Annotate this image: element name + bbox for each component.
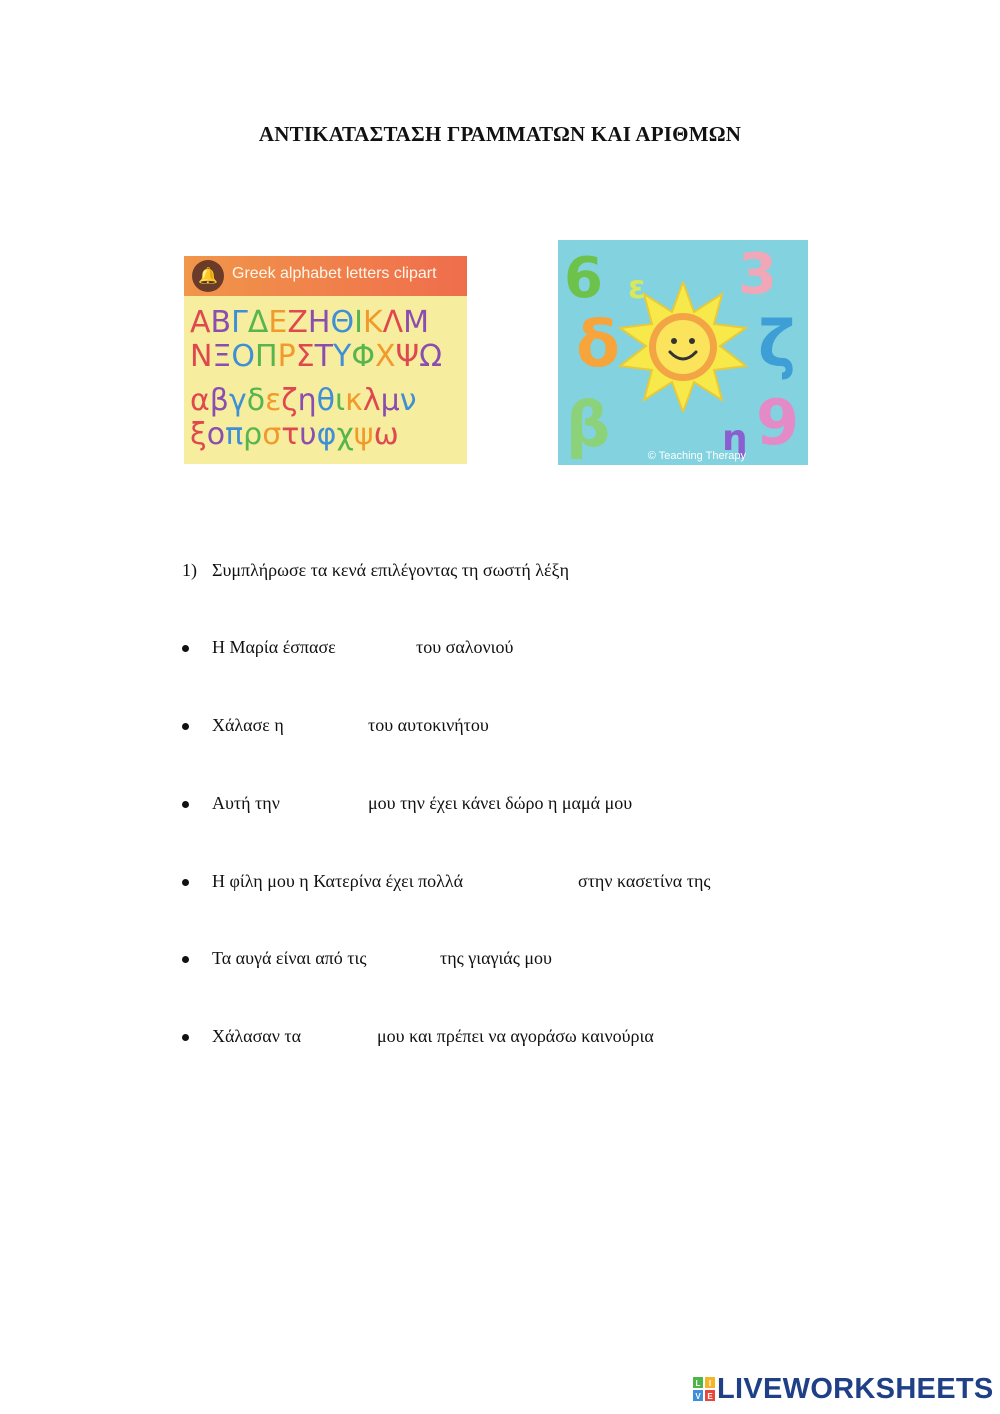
sentence-end: στην κασετίνα της [578, 871, 711, 891]
sentence-start: Χάλασαν τα [212, 1026, 302, 1046]
alphabet-row-lower-2 [190, 417, 399, 452]
alphabet-letter: Γ [231, 305, 248, 340]
sentence-end: του αυτοκινήτου [368, 715, 489, 735]
alphabet-letter: ψ [353, 417, 374, 452]
alphabet-letter: γ [228, 383, 247, 418]
question-instruction [182, 560, 569, 581]
alphabet-letter: Ψ [395, 339, 420, 374]
glyph-nine: 9 [756, 386, 800, 459]
worksheet-title: ΑΝΤΙΚΑΤΑΣΤΑΣΗ ΓΡΑΜΜΑΤΩΝ ΚΑΙ ΑΡΙΘΜΩΝ [258, 122, 742, 146]
bullet-icon [182, 879, 189, 886]
alphabet-letter: η [297, 383, 317, 418]
sentence-end: του σαλονιού [416, 637, 514, 657]
alphabet-letter: δ [246, 383, 266, 418]
alphabet-letter: Υ [333, 339, 352, 374]
sun-numbers-image [558, 240, 808, 465]
bullet-icon [182, 1034, 189, 1041]
alphabet-letter: Μ [403, 305, 430, 340]
image-credit: © Teaching Therapy [647, 450, 746, 462]
question-number: 1) [182, 560, 197, 580]
sentence-start: Τα αυγά είναι από τις [212, 948, 367, 968]
alphabet-letter: Σ [295, 339, 315, 374]
sentence-end: της γιαγιάς μου [440, 948, 552, 968]
glyph-eta: η [722, 418, 748, 459]
sentence-start: Η φίλη μου η Κατερίνα έχει πολλά [212, 871, 464, 891]
greek-alphabet-image [184, 256, 467, 464]
alphabet-letter: ε [265, 383, 282, 418]
glyph-epsilon: ε [628, 268, 646, 306]
alphabet-letter: Λ [382, 305, 404, 340]
alphabet-letter: χ [336, 417, 354, 452]
alphabet-letter: Θ [330, 305, 355, 340]
alphabet-letter: π [225, 417, 244, 452]
alphabet-letter: ω [373, 417, 399, 452]
svg-text:E: E [707, 1392, 713, 1401]
svg-text:I: I [708, 1379, 712, 1388]
alphabet-letter: σ [262, 417, 282, 452]
alphabet-letter: Δ [247, 305, 269, 340]
bullet-icon [182, 645, 189, 652]
alphabet-letter: Ο [231, 339, 256, 374]
alphabet-letter: Ι [354, 305, 363, 340]
liveworksheets-logo-icon [693, 1377, 715, 1401]
bullet-icon [182, 723, 189, 730]
bell-icon: 🔔 [192, 260, 224, 292]
sentence-start: Αυτή την [212, 793, 280, 813]
alphabet-row-lower-1 [190, 383, 417, 418]
alphabet-letter: Β [210, 305, 232, 340]
alphabet-image-caption: Greek alphabet letters clipart [232, 265, 437, 282]
alphabet-letter: Φ [351, 339, 375, 374]
alphabet-letter: Ε [268, 305, 288, 340]
alphabet-letter: Ζ [287, 305, 308, 340]
alphabet-letter: θ [316, 383, 335, 418]
alphabet-letter: κ [345, 383, 363, 418]
svg-text:V: V [695, 1392, 701, 1401]
sentence-end: μου και πρέπει να αγοράσω καινούρια [377, 1026, 654, 1046]
alphabet-letter: Π [255, 339, 278, 374]
glyph-three: 3 [738, 242, 777, 307]
glyph-six: 6 [564, 246, 603, 311]
alphabet-letter: Χ [374, 339, 396, 374]
glyph-beta: β [566, 388, 611, 461]
liveworksheets-logo-text: LIVEWORKSHEETS [717, 1373, 994, 1405]
alphabet-letter: Α [190, 305, 211, 340]
alphabet-row-upper-2 [190, 339, 443, 374]
glyph-zeta: ζ [758, 308, 796, 382]
alphabet-letter: Ω [419, 339, 443, 374]
alphabet-letter: Ξ [212, 339, 232, 374]
sentence-start: Χάλασε η [212, 715, 284, 735]
alphabet-row-upper-1 [190, 305, 430, 340]
svg-text:L: L [695, 1379, 701, 1388]
alphabet-letter: μ [380, 383, 400, 418]
sentence-end: μου την έχει κάνει δώρο η μαμά μου [368, 793, 633, 813]
alphabet-letter: Η [307, 305, 331, 340]
alphabet-letter: β [209, 383, 229, 418]
bullet-icon [182, 956, 189, 963]
alphabet-letter: λ [362, 383, 381, 418]
alphabet-letter: τ [281, 417, 300, 452]
alphabet-image-header [184, 256, 467, 296]
alphabet-letter: Τ [314, 339, 333, 374]
sentence-start: Η Μαρία έσπασε [212, 637, 336, 657]
glyph-delta: δ [576, 308, 620, 382]
alphabet-letter: Κ [362, 305, 383, 340]
alphabet-letter: ξ [190, 417, 207, 452]
alphabet-letter: ι [334, 383, 346, 418]
alphabet-letter: ν [399, 383, 417, 418]
alphabet-letter: ρ [243, 417, 263, 452]
alphabet-letter: Ν [190, 339, 213, 374]
alphabet-letter: υ [299, 417, 317, 452]
question-text: Συμπλήρωσε τα κενά επιλέγοντας τη σωστή λέξη [212, 560, 569, 580]
bullet-icon [182, 801, 189, 808]
alphabet-letter: φ [316, 417, 337, 452]
alphabet-letter: α [190, 383, 210, 418]
alphabet-letter: ο [206, 417, 226, 452]
alphabet-letter: ζ [281, 383, 298, 418]
alphabet-letter: Ρ [277, 339, 296, 374]
